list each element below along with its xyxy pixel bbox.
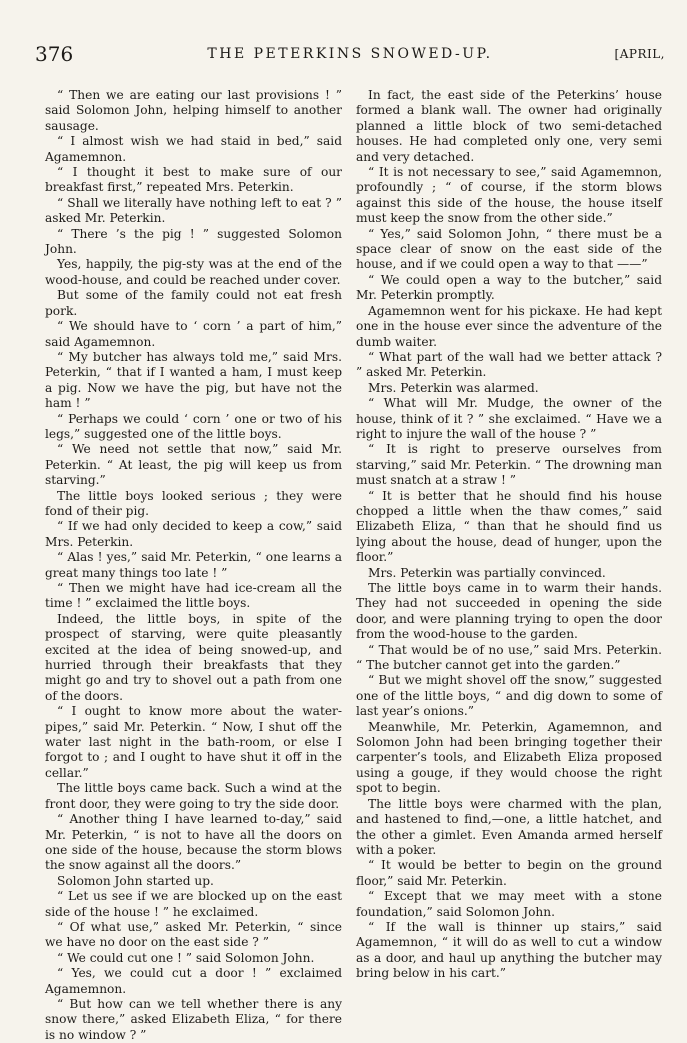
paragraph: Meanwhile, Mr. Peterkin, Agamemnon, and Solomon John had been bringing together their carpenter’s tools, and Elizabeth Eliza proposed using a gouge, if they would choose the right spot to begin. [356,719,662,796]
paragraph: “ It would be better to begin on the ground floor,” said Mr. Peterkin. [356,858,662,888]
paragraph: Yes, happily, the pig-sty was at the end of the wood-house, and could be reached under cover. [45,257,342,287]
paragraph: “ Another thing I have learned to-day,” said Mr. Peterkin, “ is not to have all the doors on one side of the house, because the storm blows the snow against all the doors.” [45,812,342,873]
paragraph: “ Then we might have had ice-cream all the time ! ” exclaimed the little boys. [45,581,342,611]
paragraph: The little boys looked serious ; they were fond of their pig. [45,488,342,518]
page-number: 376 [35,42,74,66]
paragraph: Indeed, the little boys, in spite of the prospect of starving, were quite pleasantly excited at the idea of being snowed-up, and hurried through their breakfasts that they might go and try to shovel out a path from one of the doors. [45,611,342,703]
paragraph: “ Let us see if we are blocked up on the east side of the house ! ” he exclaimed. [45,889,342,919]
paragraph: Solomon John started up. [57,873,214,888]
paragraph: “ What part of the wall had we better attack ? ” asked Mr. Peterkin. [356,349,662,380]
paragraph: “ We need not settle that now,” said Mr. Peterkin. “ At least, the pig will keep us from starving.” [45,442,342,488]
paragraph: “ Perhaps we could ‘ corn ’ one or two of his legs,” suggested one of the little boys. [45,411,342,441]
paragraph: “ That would be of no use,” said Mrs. Peterkin. “ The butcher cannot get into the garden.” [356,642,662,673]
paragraph: “ Except that we may meet with a stone foundation,” said Solomon John. [356,889,662,919]
paragraph: “ My butcher has always told me,” said Mrs. Peterkin, “ that if I wanted a ham, I must keep a pig. Now we have the pig, but have not the ham ! ” [45,349,342,411]
running-month: [APRIL, [614,47,665,61]
paragraph: “ There ’s the pig ! ” suggested Solomon John. [45,226,342,257]
paragraph: “ Shall we literally have nothing left to eat ? ” asked Mr. Peterkin. [45,195,342,226]
paragraph: “ We should have to ‘ corn ’ a part of him,” said Agamemnon. [45,319,342,349]
paragraph: “ It is right to preserve ourselves from starving,” said Mr. Peterkin. “ The drowning man must snatch at a straw ! ” [356,442,662,488]
paragraph: “ Yes,” said Solomon John, “ there must be a space clear of snow on the east side of the house, and if we could open a way to that ——” [356,226,662,272]
paragraph: “ If the wall is thinner up stairs,” said Agamemnon, “ it will do as well to cut a window as a door, and haul up anything the butcher may bring below in his cart.” [356,919,662,981]
paragraph: “ What will Mr. Mudge, the owner of the house, think of it ? ” she exclaimed. “ Have we a right to injure the wall of the house ? ” [356,396,662,441]
paragraph: “ Alas ! yes,” said Mr. Peterkin, “ one learns a great many things too late ! ” [45,550,342,580]
paragraph: “ If we had only decided to keep a cow,” said Mrs. Peterkin. [45,519,342,549]
right-column [356,88,662,982]
paragraph: “ I almost wish we had staid in bed,” said Agamemnon. [45,134,342,164]
paragraph: The little boys were charmed with the plan, and hastened to find,—one, a little hatchet, and the other a gimlet. Even Amanda armed herself with a poker. [356,796,662,857]
paragraph: In fact, the east side of the Peterkins’ house formed a blank wall. The owner had originally planned a little block of two semi-detached houses. He had completed only one, very semi and very detached. [356,88,662,164]
paragraph: “ I ought to know more about the water-pipes,” said Mr. Peterkin. “ Now, I shut off the water last night in the bath-room, or else I forgot to ; and I ought to have shut it off in the cellar.” [45,704,342,780]
paragraph: “ We could cut one ! ” said Solomon John. [57,950,315,965]
running-header [35,40,665,66]
left-column [45,88,342,1043]
paragraph: “ It is better that he should find his house chopped a little when the thaw comes,” said Elizabeth Eliza, “ than that he should find us lying about the house, dead of hunger, upon the floor.” [356,488,662,565]
paragraph: “ It is not necessary to see,” said Agamemnon, profoundly ; “ of course, if the storm blows against this side of the house, the house itself must keep the snow from the other side.” [356,165,662,226]
paragraph: The little boys came in to warm their hands. They had not succeeded in opening the side door, and were planning trying to open the door from the wood-house to the garden. [356,581,662,642]
paragraph: The little boys came back. Such a wind at the front door, they were going to try the side door. [45,781,342,811]
paragraph: But some of the family could not eat fresh pork. [45,288,342,318]
paragraph: “ But how can we tell whether there is any snow there,” asked Elizabeth Eliza, “ for there is no window ? ” [45,996,342,1042]
paragraph: “ Yes, we could cut a door ! ” exclaimed Agamemnon. [45,966,342,996]
paragraph: “ We could open a way to the butcher,” said Mr. Peterkin promptly. [356,272,662,303]
paragraph: “ But we might shovel off the snow,” suggested one of the little boys, “ and dig down to some of last year’s onions.” [356,673,662,719]
paragraph: Mrs. Peterkin was partially convinced. [368,565,606,580]
paragraph: “ Of what use,” asked Mr. Peterkin, “ since we have no door on the east side ? ” [45,919,342,950]
paragraph: “ I thought it best to make sure of our breakfast first,” repeated Mrs. Peterkin. [45,165,342,195]
paragraph: “ Then we are eating our last provisions ! ” said Solomon John, helping himself to another sausage. [45,88,342,133]
paragraph: Agamemnon went for his pickaxe. He had kept one in the house ever since the adventure of the dumb waiter. [356,303,662,349]
running-title: THE PETERKINS SNOWED-UP. [207,46,493,62]
paragraph: Mrs. Peterkin was alarmed. [368,380,539,395]
